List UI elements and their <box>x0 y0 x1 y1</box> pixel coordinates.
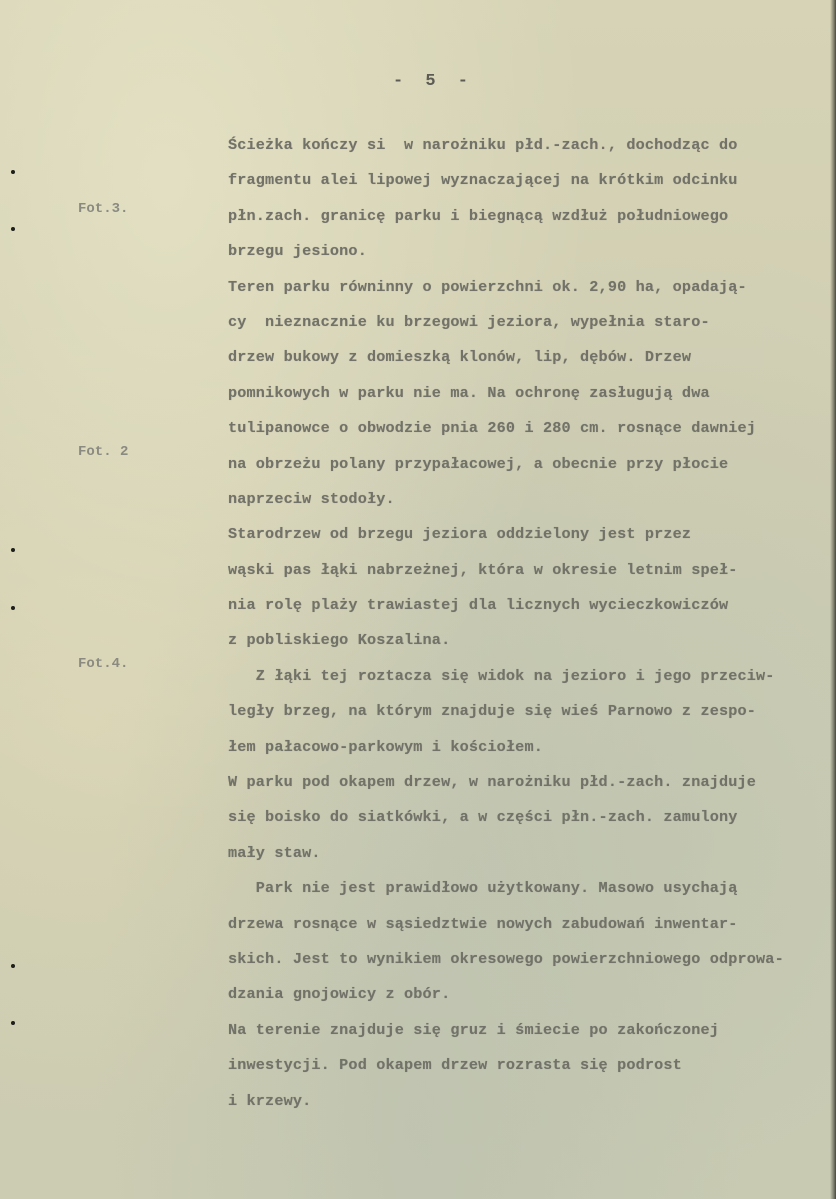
text-line: łem pałacowo-parkowym i kościołem. <box>228 737 543 756</box>
text-line: płn.zach. granicę parku i biegnącą wzdłuż południowego <box>228 206 729 225</box>
text-line: dzania gnojowicy z obór. <box>228 985 451 1004</box>
text-line: pomnikowych w parku nie ma. Na ochronę zasługują dwa <box>228 383 710 402</box>
page-number: - 5 - <box>393 72 475 91</box>
text-line: skich. Jest to wynikiem okresowego powierzchniowego odprowa- <box>228 949 784 968</box>
text-line: tulipanowce o obwodzie pnia 260 i 280 cm. rosnące dawniej <box>228 419 757 438</box>
text-line: i krzewy. <box>228 1091 312 1110</box>
text-line: nia rolę plaży trawiastej dla licznych wycieczkowiczów <box>228 596 729 615</box>
text-line: Na terenie znajduje się gruz i śmiecie po zakończonej <box>228 1020 719 1039</box>
binder-hole-dot <box>11 606 15 610</box>
text-line: się boisko do siatkówki, a w części płn.-zach. zamulony <box>228 808 738 827</box>
text-line: brzegu jesiono. <box>228 242 367 261</box>
text-line: wąski pas łąki nabrzeżnej, która w okresie letnim speł- <box>228 560 738 579</box>
text-line: naprzeciw stodoły. <box>228 489 395 508</box>
binder-hole-dot <box>11 170 15 174</box>
margin-note-photo-4: Fot.4. <box>78 656 129 672</box>
text-line: z pobliskiego Koszalina. <box>228 631 451 650</box>
text-line: drzew bukowy z domieszką klonów, lip, dębów. Drzew <box>228 348 692 367</box>
binder-hole-dot <box>11 1021 15 1025</box>
binder-hole-dot <box>11 227 15 231</box>
text-line: inwestycji. Pod okapem drzew rozrasta się podrost <box>228 1056 682 1075</box>
page-edge-shadow <box>830 0 836 1199</box>
body-text <box>228 128 828 1119</box>
text-line: fragmentu alei lipowej wyznaczającej na krótkim odcinku <box>228 171 738 190</box>
text-line: Ścieżka kończy si w narożniku płd.-zach., dochodząc do <box>228 136 738 154</box>
text-line: Teren parku równinny o powierzchni ok. 2,90 ha, opadają- <box>228 277 747 296</box>
text-line: drzewa rosnące w sąsiedztwie nowych zabudowań inwentar- <box>228 914 738 933</box>
margin-note-photo-3: Fot.3. <box>78 201 129 217</box>
binder-hole-dot <box>11 964 15 968</box>
text-line: na obrzeżu polany przypałacowej, a obecnie przy płocie <box>228 454 729 473</box>
text-line: cy nieznacznie ku brzegowi jeziora, wypełnia staro- <box>228 312 710 331</box>
margin-note-photo-2: Fot. 2 <box>78 444 129 460</box>
text-line: mały staw. <box>228 843 321 862</box>
text-line: Starodrzew od brzegu jeziora oddzielony jest przez <box>228 525 692 544</box>
text-line: Park nie jest prawidłowo użytkowany. Masowo usychają <box>228 879 738 898</box>
text-line: legły brzeg, na którym znajduje się wieś Parnowo z zespo- <box>228 702 757 721</box>
binder-hole-dot <box>11 548 15 552</box>
text-line: W parku pod okapem drzew, w narożniku płd.-zach. znajduje <box>228 773 757 792</box>
text-line: Z łąki tej roztacza się widok na jezioro i jego przeciw- <box>228 666 775 685</box>
